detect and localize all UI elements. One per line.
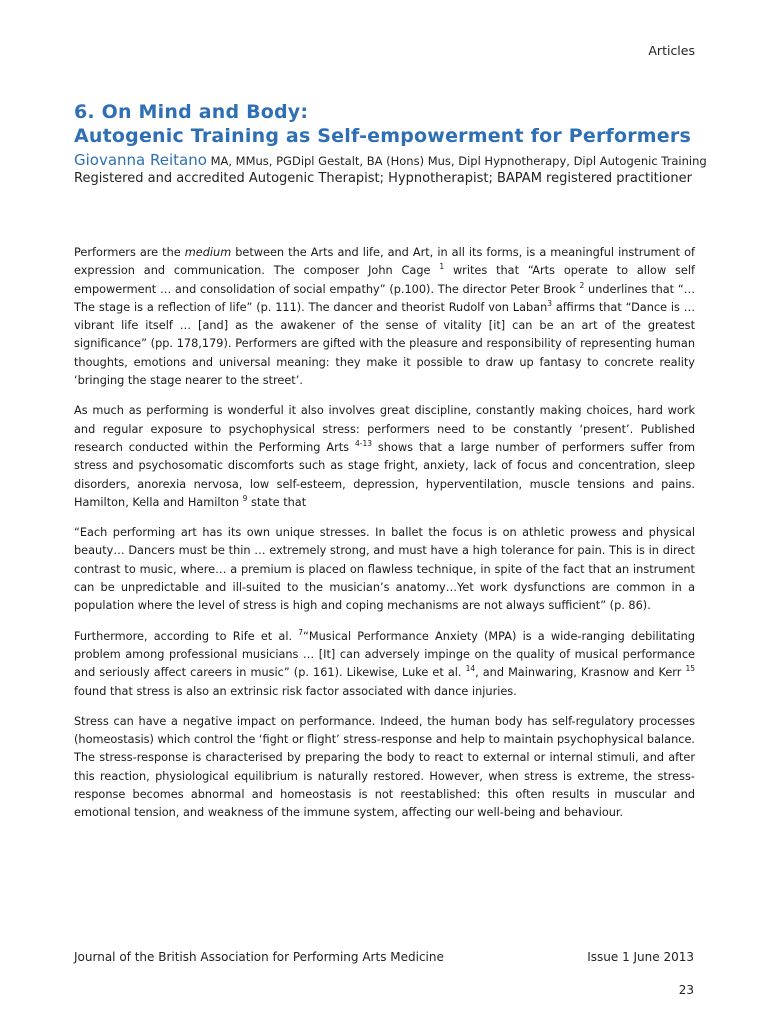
article-body xyxy=(74,244,695,835)
author-degrees: MA, MMus, PGDipl Gestalt, BA (Hons) Mus, Dipl Hypnotherapy, Dipl Autogenic Training xyxy=(206,154,707,168)
section-label: Articles xyxy=(648,43,695,58)
title-line-2: Autogenic Training as Self-empowerment for Performers xyxy=(74,125,691,147)
footer-journal-name: Journal of the British Association for Performing Arts Medicine xyxy=(74,950,444,964)
text-run: , and Mainwaring, Krasnow and Kerr xyxy=(475,666,686,680)
article-title xyxy=(74,100,714,148)
text-run: Furthermore, according to Rife et al. xyxy=(74,629,299,643)
author-line xyxy=(74,151,714,169)
text-run: “Musical Performance Anxiety (MPA) is a wide-ranging debilitating problem among professional musicians … [It] can adversely impinge on the quality of musical performance and seriously affect careers in music” (p. 161). Likewise, Luke et al. xyxy=(74,629,695,680)
citation-ref: 3 xyxy=(547,298,553,308)
page-number: 23 xyxy=(678,983,694,997)
author-name: Giovanna Reitano xyxy=(74,151,207,169)
text-run: shows that a large number of performers suffer from stress and psychosomatic discomforts such as stage fright, anxiety, lack of focus and concentration, sleep disorders, anorexia nervosa, low self-esteem, depression, hyperventilation, muscle tensions and pains. Hamilton, Kella and Hamilton xyxy=(74,440,695,509)
paragraph-1 xyxy=(74,244,695,390)
paragraph-5: Stress can have a negative impact on performance. Indeed, the human body has self-regulatory processes (homeostasis) which control the ‘fight or flight’ stress-response and help to maintain psychophysical balance. The stress-response is characterised by preparing the body to react to external or internal stimuli, and after this reaction, physiological equilibrium is naturally restored. However, when stress is extreme, the stress-response becomes abnormal and homeostasis is not reestablished: this often results in muscular and emotional tension, and weakness of the immune system, affecting our well-being and behaviour. xyxy=(74,714,695,820)
paragraph-4 xyxy=(74,628,695,701)
text-run: state that xyxy=(247,495,307,509)
paragraph-2 xyxy=(74,402,695,512)
author-credentials: Registered and accredited Autogenic Therapist; Hypnotherapist; BAPAM registered practitioner xyxy=(74,171,692,186)
text-run: Performers are the xyxy=(74,246,185,259)
citation-ref: 15 xyxy=(685,664,695,674)
text-emphasis: medium xyxy=(184,246,232,259)
text-run: affirms that “Dance is … vibrant life itself … [and] as the awakener of the sense of vitality [it] can be an art of the greatest significance” (pp. 178,179). Performers are gifted with the pleasure and responsibility of representing human thoughts, emotions and universal meaning: they make it possible to draw up fantasy to concrete reality ‘bringing the stage nearer to the street’. xyxy=(74,300,695,388)
text-run: found that stress is also an extrinsic risk factor associated with dance injuries. xyxy=(74,684,517,698)
citation-ref: 9 xyxy=(242,493,248,503)
citation-ref: 2 xyxy=(579,280,585,290)
citation-ref: 1 xyxy=(439,262,445,272)
citation-ref: 4-13 xyxy=(354,438,373,448)
citation-ref: 7 xyxy=(298,627,304,637)
paragraph-3-quote: “Each performing art has its own unique stresses. In ballet the focus is on athletic prowess and physical beauty… Dancers must be thin … extremely strong, and must have a high tolerance for pain. This is in direct contrast to music, where… a premium is placed on flawless technique, in spite of the fact that an instrument can be unpredictable and ill-suited to the musician’s anatomy…Yet work dysfunctions are common in a population where the level of stress is high and coping mechanisms are not always sufficient” (p. 86). xyxy=(74,526,695,613)
text-run: writes that “Arts operate to allow self empowerment … and consolidation of social empathy” (p.100). The director Peter Brook xyxy=(74,264,695,296)
citation-ref: 14 xyxy=(465,664,476,674)
text-run: As much as performing is wonderful it also involves great discipline, constantly making choices, hard work and regular exposure to psychophysical stress: performers need to be constantly ‘present’. Published research conducted within the Performing Arts xyxy=(74,404,695,454)
footer-issue: Issue 1 June 2013 xyxy=(587,950,694,964)
title-line-1: 6. On Mind and Body: xyxy=(74,101,309,123)
text-run: between the Arts and life, and Art, in all its forms, is a meaningful instrument of expression and communication. The composer John Cage xyxy=(74,246,696,278)
text-run: underlines that “…The stage is a reflection of life” (p. 111). The dancer and theorist Rudolf von Laban xyxy=(74,282,695,314)
